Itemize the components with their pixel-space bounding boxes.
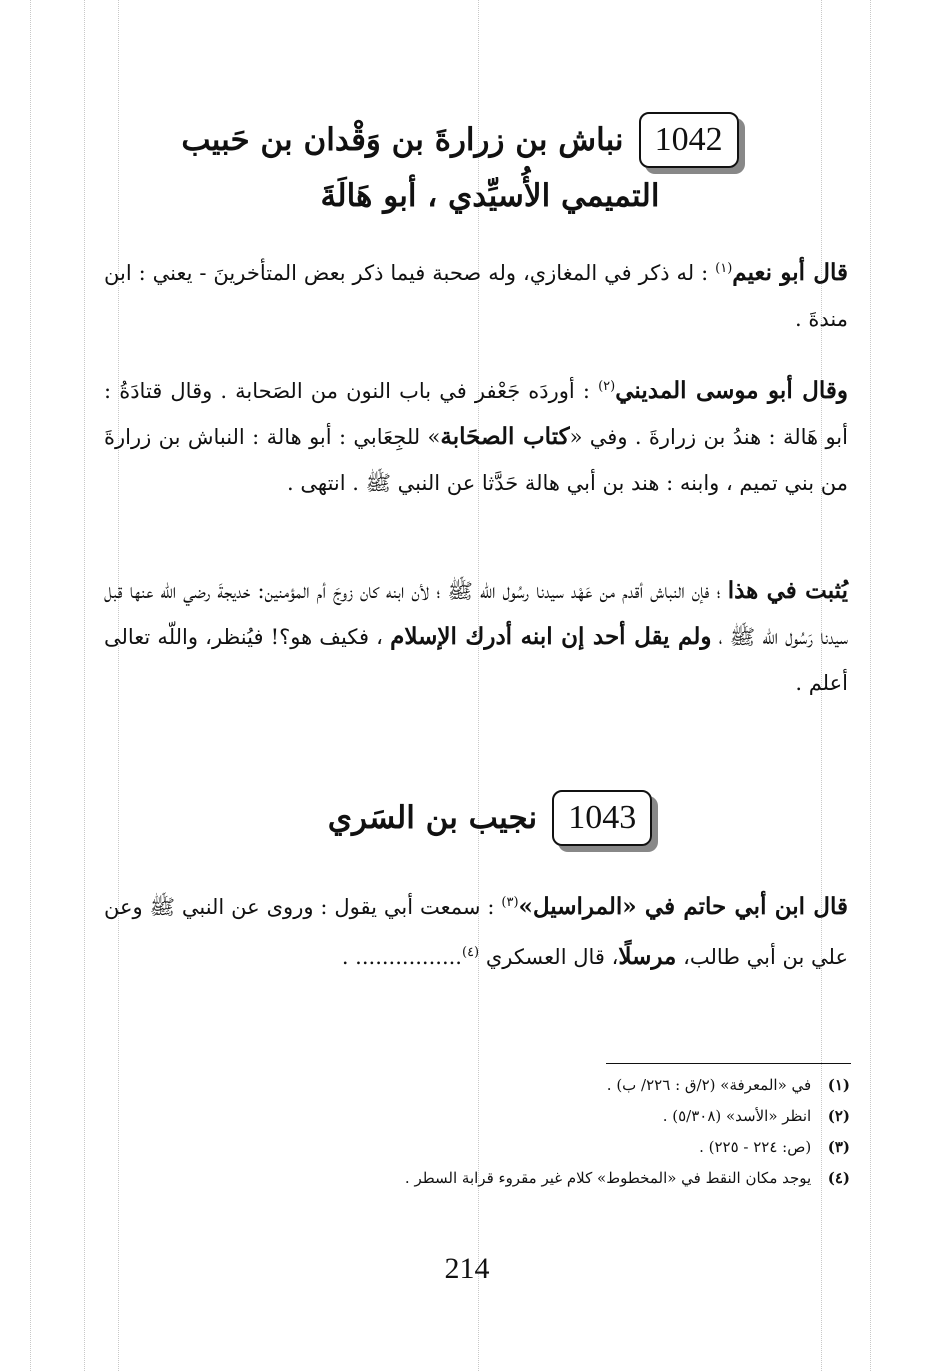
footnote-separator — [606, 1063, 851, 1064]
footnote-text: في «المعرفة» (٢/ق : ٢٢٦/ ب) . — [606, 1076, 812, 1094]
entry-1042-heading — [150, 112, 770, 214]
paragraph-lead: يُثبت في هذا — [727, 577, 848, 604]
entry-title-line2: التميمي الأُسيِّدي ، أبو هَالَةَ — [320, 178, 660, 214]
paragraph-abu-musa — [104, 364, 848, 506]
paragraph-text: ؛ فإن النباش أقدم من عَهْد سيدنا رسُول اللّه ﷺ ؛ لأن ابنه كان زوجَ أم المؤمنين: خديجةَ رضي اللّه عنها قبل سيدنا رَسُول اللّه ﷺ ، — [104, 579, 848, 649]
footnote-number: (٤) — [827, 1169, 850, 1187]
paragraph-text: » للجِعَابي : أبو هالة : النباش بن زرارةَ من بني تميم ، وابنه : هند بن أبي هالة حَدَّثا عن النبي ﷺ . انتهى . — [104, 425, 848, 495]
entry-title: نباش بن زرارةَ بن وَقْدان بن حَبيب — [181, 122, 624, 158]
paragraph-lead: قال ابن أبي حاتم في «المراسيل» — [518, 893, 848, 920]
elided-text: ................ . — [341, 945, 462, 969]
footnote-item — [200, 1163, 850, 1194]
emphasis-text: مرسلًا — [618, 943, 677, 970]
footnote-number: (١) — [827, 1076, 850, 1094]
footnote-text: (ص: ٢٢٤ - ٢٢٥) . — [699, 1138, 812, 1156]
footnote-text: انظر «الأسد» (٥/٣٠٨) . — [662, 1107, 812, 1125]
paragraph-lead: قال أبو نعيم — [732, 259, 848, 286]
footnotes — [200, 1070, 850, 1194]
footnote-ref: (٣) — [501, 895, 519, 910]
page-number: 214 — [444, 1252, 490, 1285]
book-title: كتاب الصحَابة — [440, 423, 570, 450]
footnote-item — [200, 1132, 850, 1163]
paragraph-text: : أوردَه جَعْفر في باب النون من الصَحابة . وقال قتادَةُ : أبو هَالة : هندُ بن زرارةَ . وفي « — [104, 379, 848, 449]
entry-number-box: 1043 — [552, 790, 652, 846]
footnote-ref: (١) — [715, 261, 733, 276]
paragraph-comment — [104, 568, 848, 706]
paragraph-text: ، قال العسكري — [485, 945, 619, 969]
paragraph-lead: وقال أبو موسى المديني — [615, 377, 848, 404]
footnote-text: يوجد مكان النقط في «المخطوط» كلام غير مقروء قرابة السطر . — [404, 1169, 812, 1187]
footnote-number: (٣) — [827, 1138, 850, 1156]
footnote-ref: (٤) — [461, 945, 480, 960]
entry-number-box: 1042 — [639, 112, 739, 168]
paragraph-text: : سمعت أبي يقول : وروى عن النبي ﷺ وعن علي بن أبي طالب، — [104, 895, 848, 969]
paragraph-ibn-abi-hatim — [104, 880, 848, 980]
footnote-ref: (٢) — [598, 379, 616, 394]
entry-1043-heading — [300, 790, 680, 846]
emphasis-text: ولم يقل أحد إن ابنه أدرك الإسلام — [390, 623, 712, 650]
paragraph-text: ، فكيف هو؟! فيُنظر، واللّه تعالى أعلم . — [104, 625, 848, 695]
footnote-number: (٢) — [827, 1107, 850, 1125]
entry-title: نجيب بن السَري — [327, 800, 538, 836]
footnote-item — [200, 1101, 850, 1132]
paragraph-text: : له ذكر في المغازي، وله صحبة فيما ذكر بعض المتأخرينَ - يعني : ابن مندةَ . — [104, 261, 848, 331]
paragraph-abu-nuaym — [104, 246, 848, 342]
footnote-item — [200, 1070, 850, 1101]
